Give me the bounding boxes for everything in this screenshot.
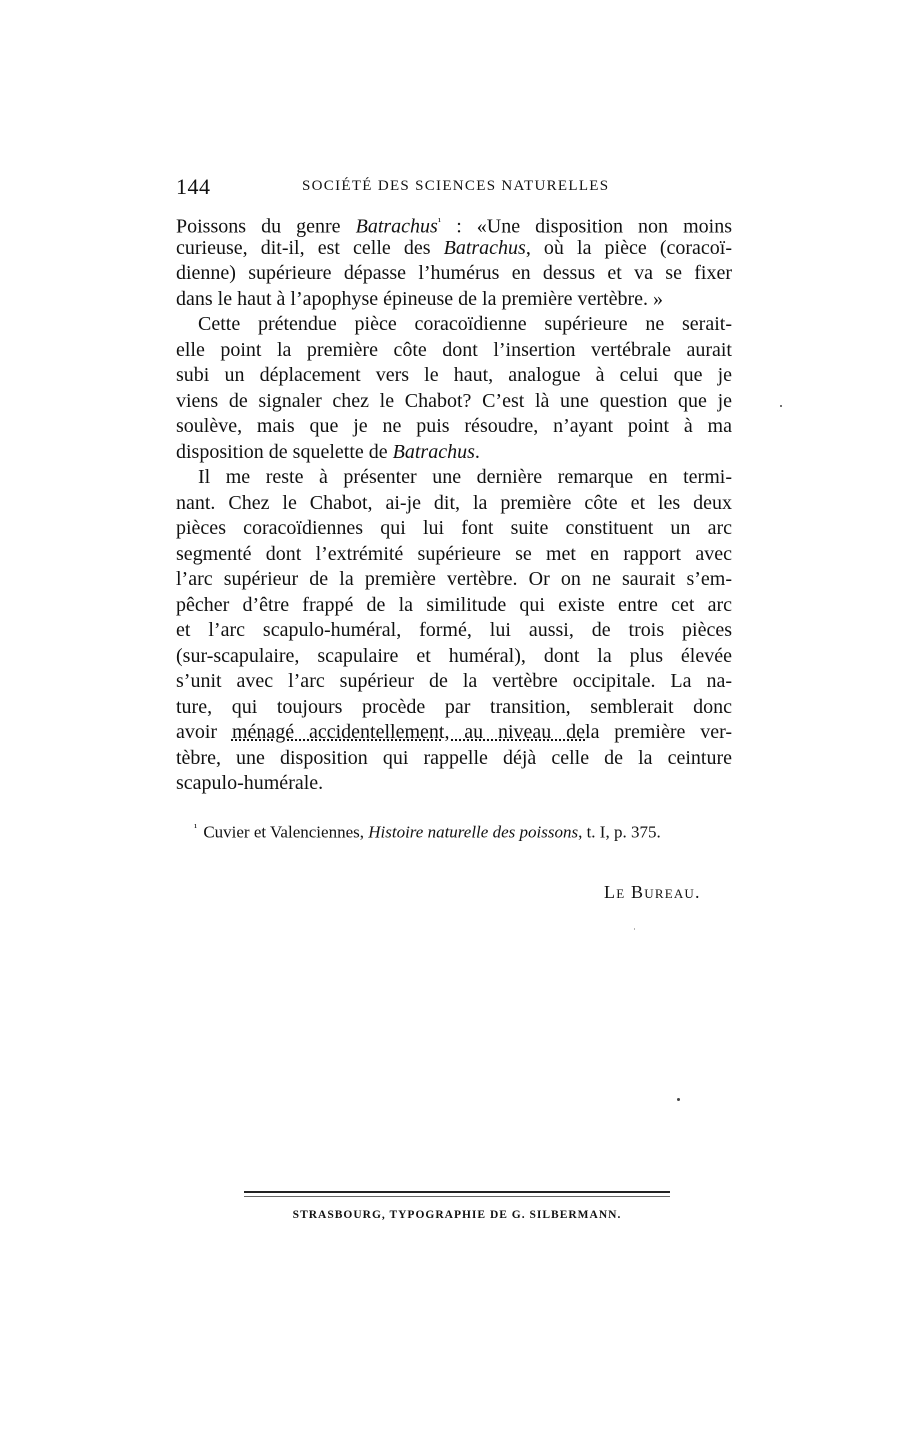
text-line: segmenté dont l’extrémité supérieure se met en rapport avec bbox=[176, 542, 732, 565]
text-line bbox=[176, 210, 732, 236]
text-line: tèbre, une disposition qui rappelle déjà celle de la ceinture bbox=[176, 746, 732, 769]
imprint-rule bbox=[244, 1191, 670, 1193]
printer-imprint: STRASBOURG, TYPOGRAPHIE DE G. SILBERMANN. bbox=[292, 1209, 622, 1221]
italic-genus-name: Batrachus bbox=[443, 236, 526, 259]
text-line: s’unit avec l’arc supérieur de la vertèbre occipitale. La na- bbox=[176, 670, 732, 692]
running-title: SOCIÉTÉ DES SCIENCES NATURELLES bbox=[302, 178, 610, 194]
text-segment: disposition de squelette de bbox=[176, 440, 393, 463]
text-segment: la première ver- bbox=[585, 721, 733, 743]
text-line: scapulo-humérale. bbox=[176, 772, 324, 794]
text-line: nant. Chez le Chabot, ai-je dit, la première côte et les deux bbox=[176, 491, 732, 514]
text-line: subi un déplacement vers le haut, analogue à celui que je bbox=[176, 364, 732, 386]
text-segment: avoir bbox=[176, 721, 232, 743]
text-segment: Poissons du genre bbox=[176, 215, 356, 238]
signature: Le Bureau. bbox=[604, 882, 701, 902]
text-line: elle point la première côte dont l’insertion vertébrale aurait bbox=[176, 338, 732, 361]
italic-genus-name: Batrachus bbox=[392, 440, 475, 463]
page-number: 144 bbox=[176, 174, 211, 199]
text-segment: . bbox=[474, 440, 480, 463]
footnote-italic-title: Histoire naturelle des poissons bbox=[368, 822, 579, 842]
paper-speck bbox=[780, 405, 782, 407]
footnote-reference: ¹ bbox=[437, 216, 442, 228]
running-head bbox=[176, 174, 732, 200]
text-line: dans le haut à l’apophyse épineuse de la première vertèbre. » bbox=[176, 287, 664, 310]
imprint-rule-thin bbox=[244, 1196, 670, 1197]
text-line: viens de signaler chez le Chabot? C’est là une question que je bbox=[176, 389, 732, 412]
text-line: pièces coracoïdiennes qui lui font suite constituent un arc bbox=[176, 517, 732, 539]
footnote bbox=[194, 816, 734, 845]
text-line: soulève, mais que je ne puis résoudre, n’ayant point à ma bbox=[176, 415, 732, 437]
text-line: dienne) supérieure dépasse l’humérus en dessus et va se fixer bbox=[176, 262, 732, 284]
text-segment: , où la pièce (coracoï- bbox=[525, 236, 732, 259]
underlined-passage: ménagé accidentellement, au niveau de bbox=[231, 721, 586, 743]
italic-genus-name: Batrachus bbox=[355, 215, 438, 238]
paper-speck bbox=[634, 928, 635, 930]
text-line: pêcher d’être frappé de la similitude qui existe entre cet arc bbox=[176, 593, 732, 616]
text-line: ture, qui toujours procède par transition, semblerait donc bbox=[176, 695, 732, 718]
text-line: l’arc supérieur de la première vertèbre. Or on ne saurait s’em- bbox=[176, 568, 732, 590]
text-line bbox=[176, 440, 732, 466]
footnote-text: , t. I, p. 375. bbox=[578, 822, 661, 842]
body-text bbox=[176, 210, 732, 797]
text-line bbox=[176, 236, 732, 262]
text-segment: curieuse, dit-il, est celle des bbox=[176, 236, 444, 259]
paper-speck bbox=[677, 1098, 680, 1101]
text-line: Il me reste à présenter une dernière remarque en termi- bbox=[198, 466, 732, 488]
text-line: et l’arc scapulo-huméral, formé, lui aussi, de trois pièces bbox=[176, 619, 732, 641]
text-segment: : «Une disposition non moins bbox=[441, 215, 732, 238]
text-line: Cette prétendue pièce coracoïdienne supérieure ne serait- bbox=[198, 313, 732, 335]
text-line: (sur-scapulaire, scapulaire et huméral), dont la plus élevée bbox=[176, 644, 732, 667]
footnote-mark: ¹ bbox=[194, 822, 198, 834]
text-line bbox=[176, 720, 732, 746]
footnote-text: Cuvier et Valenciennes, bbox=[203, 822, 369, 842]
